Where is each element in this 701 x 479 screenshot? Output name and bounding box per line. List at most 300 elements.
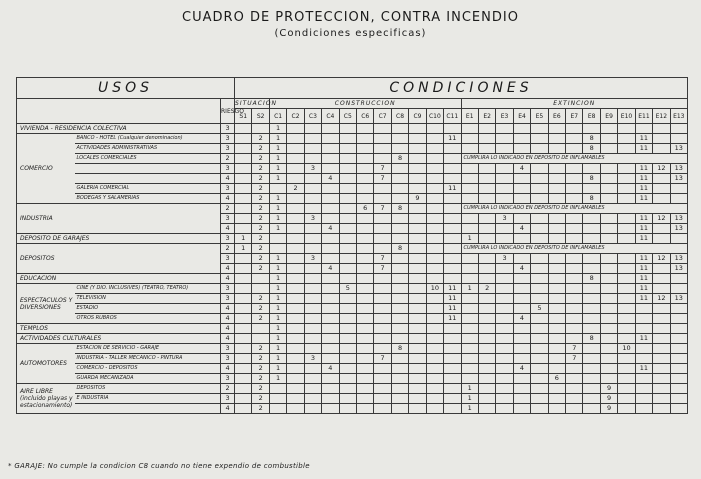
condition-code-c1: C1 bbox=[269, 109, 286, 124]
condition-cell-c2 bbox=[287, 244, 304, 254]
condition-cell-c3: 3 bbox=[304, 214, 321, 224]
condition-cell-c3 bbox=[304, 194, 321, 204]
condition-cell-e3 bbox=[496, 274, 513, 284]
condition-cell-s2: 2 bbox=[252, 214, 269, 224]
condition-cell-c7: 7 bbox=[374, 174, 391, 184]
condition-cell-c5 bbox=[339, 294, 356, 304]
condition-cell-c3 bbox=[304, 224, 321, 234]
condition-cell-c9 bbox=[409, 264, 426, 274]
condition-cell-c1: 1 bbox=[269, 214, 286, 224]
condition-cell-e7 bbox=[566, 124, 583, 134]
condition-cell-e4: 4 bbox=[513, 164, 530, 174]
condition-cell-e13 bbox=[670, 384, 687, 394]
condition-cell-e1: 1 bbox=[461, 284, 478, 294]
condition-cell-e1 bbox=[461, 164, 478, 174]
condition-cell-s1 bbox=[235, 224, 252, 234]
condition-cell-e4 bbox=[513, 144, 530, 154]
riesgo-cell: 4 bbox=[221, 334, 235, 344]
use-subtype: BANCO - HOTEL (Cualquier denominacion) bbox=[75, 134, 221, 144]
condition-cell-c10 bbox=[426, 334, 443, 344]
condition-cell-e4 bbox=[513, 404, 530, 414]
condition-cell-s1 bbox=[235, 174, 252, 184]
condition-cell-c1: 1 bbox=[269, 354, 286, 364]
condition-cell-e5 bbox=[531, 284, 548, 294]
condition-cell-e4: 4 bbox=[513, 364, 530, 374]
condition-cell-e9 bbox=[600, 234, 617, 244]
condition-cell-e8 bbox=[583, 124, 600, 134]
condition-cell-c6 bbox=[356, 254, 373, 264]
condition-cell-c5 bbox=[339, 124, 356, 134]
condition-cell-c11 bbox=[444, 144, 461, 154]
condition-cell-e1 bbox=[461, 184, 478, 194]
condition-cell-s1 bbox=[235, 214, 252, 224]
condition-cell-e3 bbox=[496, 354, 513, 364]
condition-cell-e1 bbox=[461, 304, 478, 314]
condition-cell-e2 bbox=[478, 394, 495, 404]
condition-cell-e10 bbox=[618, 364, 635, 374]
condition-code-c11: C11 bbox=[444, 109, 461, 124]
condition-cell-c6 bbox=[356, 354, 373, 364]
condition-cell-c3 bbox=[304, 334, 321, 344]
condition-cell-e11 bbox=[635, 384, 652, 394]
condition-cell-e5 bbox=[531, 274, 548, 284]
condition-cell-s2: 2 bbox=[252, 294, 269, 304]
condition-cell-c9 bbox=[409, 394, 426, 404]
condition-cell-e8 bbox=[583, 184, 600, 194]
condition-cell-c9 bbox=[409, 274, 426, 284]
condition-cell-c11: 11 bbox=[444, 134, 461, 144]
condition-cell-c7 bbox=[374, 224, 391, 234]
condition-cell-e1 bbox=[461, 324, 478, 334]
table-row bbox=[17, 184, 688, 194]
condition-cell-c7: 7 bbox=[374, 264, 391, 274]
condition-cell-c3 bbox=[304, 264, 321, 274]
condition-cell-c2 bbox=[287, 394, 304, 404]
condition-cell-e5: 5 bbox=[531, 304, 548, 314]
condition-cell-e4 bbox=[513, 294, 530, 304]
condition-cell-e3 bbox=[496, 324, 513, 334]
condition-cell-e5 bbox=[531, 254, 548, 264]
condition-cell-c5 bbox=[339, 384, 356, 394]
condition-cell-c1 bbox=[269, 184, 286, 194]
condition-cell-e9 bbox=[600, 224, 617, 234]
condition-cell-e9 bbox=[600, 134, 617, 144]
condition-cell-c3 bbox=[304, 144, 321, 154]
condition-cell-e7 bbox=[566, 404, 583, 414]
condition-cell-c9 bbox=[409, 324, 426, 334]
condition-cell-c7 bbox=[374, 154, 391, 164]
condition-cell-c10 bbox=[426, 184, 443, 194]
condition-cell-e6 bbox=[548, 164, 565, 174]
condition-cell-s1 bbox=[235, 204, 252, 214]
condition-cell-c6 bbox=[356, 304, 373, 314]
condition-cell-e2 bbox=[478, 364, 495, 374]
condition-cell-c4 bbox=[322, 184, 339, 194]
condition-cell-e12 bbox=[653, 304, 670, 314]
condition-cell-c6 bbox=[356, 224, 373, 234]
condition-code-c5: C5 bbox=[339, 109, 356, 124]
condition-cell-e10 bbox=[618, 194, 635, 204]
condition-cell-c11 bbox=[444, 254, 461, 264]
condition-cell-e12 bbox=[653, 334, 670, 344]
condition-cell-e13 bbox=[670, 234, 687, 244]
condition-cell-e2 bbox=[478, 234, 495, 244]
condition-code-e7: E7 bbox=[566, 109, 583, 124]
condition-code-s1: S1 bbox=[235, 109, 252, 124]
condition-cell-s1 bbox=[235, 354, 252, 364]
condition-cell-e11: 11 bbox=[635, 264, 652, 274]
condition-cell-e13: 13 bbox=[670, 224, 687, 234]
condition-cell-e2 bbox=[478, 334, 495, 344]
condition-cell-e5 bbox=[531, 354, 548, 364]
riesgo-cell: 2 bbox=[221, 244, 235, 254]
condition-cell-c7: 7 bbox=[374, 204, 391, 214]
row-note: CUMPLIRA LO INDICADO EN DEPOSITO DE INFLAMABLES bbox=[461, 204, 687, 214]
condition-cell-s1 bbox=[235, 134, 252, 144]
condition-cell-c1 bbox=[269, 244, 286, 254]
condition-cell-c2 bbox=[287, 174, 304, 184]
condition-cell-e3 bbox=[496, 144, 513, 154]
condition-cell-e8: 8 bbox=[583, 174, 600, 184]
condition-cell-e5 bbox=[531, 324, 548, 334]
condition-cell-c6 bbox=[356, 334, 373, 344]
condition-cell-c7: 7 bbox=[374, 164, 391, 174]
table-row bbox=[17, 174, 688, 184]
condition-cell-c1: 1 bbox=[269, 204, 286, 214]
condition-cell-e2 bbox=[478, 134, 495, 144]
condition-cell-c6 bbox=[356, 364, 373, 374]
table-row bbox=[17, 194, 688, 204]
table-row bbox=[17, 234, 688, 244]
condition-cell-e1: 1 bbox=[461, 384, 478, 394]
condition-cell-c8 bbox=[391, 314, 408, 324]
condition-cell-e4 bbox=[513, 194, 530, 204]
condition-cell-e10 bbox=[618, 274, 635, 284]
use-group: ESPECTACULOS Y DIVERSIONES bbox=[17, 284, 75, 324]
condition-cell-e7 bbox=[566, 364, 583, 374]
condition-cell-c8: 8 bbox=[391, 344, 408, 354]
table-row bbox=[17, 314, 688, 324]
condition-cell-c3 bbox=[304, 294, 321, 304]
condition-cell-e3 bbox=[496, 304, 513, 314]
condition-cell-e11: 11 bbox=[635, 194, 652, 204]
condition-cell-e5 bbox=[531, 124, 548, 134]
condition-cell-c10 bbox=[426, 374, 443, 384]
condition-cell-e6 bbox=[548, 404, 565, 414]
condition-code-c10: C10 bbox=[426, 109, 443, 124]
condition-cell-e6 bbox=[548, 254, 565, 264]
condition-cell-c4: 4 bbox=[322, 174, 339, 184]
use-group: ACTIVIDADES CULTURALES bbox=[17, 334, 221, 344]
condition-cell-c8 bbox=[391, 364, 408, 374]
condition-cell-e7 bbox=[566, 164, 583, 174]
condition-cell-c7 bbox=[374, 134, 391, 144]
condition-cell-e4: 4 bbox=[513, 314, 530, 324]
condition-cell-c1 bbox=[269, 234, 286, 244]
condition-cell-e13 bbox=[670, 304, 687, 314]
condition-cell-s1 bbox=[235, 384, 252, 394]
condition-cell-e7 bbox=[566, 384, 583, 394]
condition-code-e12: E12 bbox=[653, 109, 670, 124]
condition-cell-c11 bbox=[444, 264, 461, 274]
condition-cell-e1 bbox=[461, 174, 478, 184]
condition-cell-e1 bbox=[461, 274, 478, 284]
condition-cell-c3 bbox=[304, 234, 321, 244]
condition-cell-e3: 3 bbox=[496, 214, 513, 224]
condition-cell-c8 bbox=[391, 224, 408, 234]
riesgo-cell: 3 bbox=[221, 294, 235, 304]
condition-cell-e8: 8 bbox=[583, 134, 600, 144]
use-group: AIRE LIBRE (incluido playas y estacionamiento) bbox=[17, 384, 75, 414]
condition-cell-c1: 1 bbox=[269, 164, 286, 174]
condition-cell-e6 bbox=[548, 284, 565, 294]
condition-cell-e5 bbox=[531, 134, 548, 144]
riesgo-cell: 3 bbox=[221, 374, 235, 384]
condition-cell-e9 bbox=[600, 344, 617, 354]
condition-cell-e12: 12 bbox=[653, 164, 670, 174]
condition-cell-e11: 11 bbox=[635, 284, 652, 294]
condition-cell-c2 bbox=[287, 214, 304, 224]
condition-cell-e9 bbox=[600, 194, 617, 204]
condition-cell-e11: 11 bbox=[635, 164, 652, 174]
condition-cell-e4 bbox=[513, 304, 530, 314]
riesgo-cell: 4 bbox=[221, 194, 235, 204]
condition-cell-s1 bbox=[235, 284, 252, 294]
condition-cell-e13: 13 bbox=[670, 214, 687, 224]
condition-cell-c5 bbox=[339, 404, 356, 414]
condition-cell-e8 bbox=[583, 404, 600, 414]
condition-cell-c3 bbox=[304, 394, 321, 404]
condition-cell-c4 bbox=[322, 404, 339, 414]
condition-cell-e6 bbox=[548, 354, 565, 364]
condition-cell-e2 bbox=[478, 304, 495, 314]
riesgo-cell: 4 bbox=[221, 324, 235, 334]
condition-cell-c4 bbox=[322, 304, 339, 314]
condition-cell-e11 bbox=[635, 374, 652, 384]
table-row bbox=[17, 284, 688, 294]
condition-cell-c4 bbox=[322, 214, 339, 224]
condition-cell-e12 bbox=[653, 144, 670, 154]
condition-cell-c2 bbox=[287, 364, 304, 374]
condition-cell-c6 bbox=[356, 344, 373, 354]
condition-cell-c8 bbox=[391, 284, 408, 294]
condition-cell-c10 bbox=[426, 124, 443, 134]
use-subtype: COMERCIO - DEPOSITOS bbox=[75, 364, 221, 374]
condition-cell-e5 bbox=[531, 294, 548, 304]
condition-cell-e3 bbox=[496, 404, 513, 414]
use-group: DEPOSITOS bbox=[17, 244, 221, 274]
condition-cell-c4 bbox=[322, 384, 339, 394]
condition-cell-c4 bbox=[322, 334, 339, 344]
condition-cell-e12 bbox=[653, 184, 670, 194]
condition-cell-c6 bbox=[356, 234, 373, 244]
condition-cell-s1 bbox=[235, 344, 252, 354]
condition-cell-e7 bbox=[566, 254, 583, 264]
condition-cell-e3 bbox=[496, 314, 513, 324]
condition-cell-e6: 6 bbox=[548, 374, 565, 384]
condition-cell-c3 bbox=[304, 314, 321, 324]
condition-cell-e10: 10 bbox=[618, 344, 635, 354]
condition-cell-e7 bbox=[566, 324, 583, 334]
condition-cell-c1: 1 bbox=[269, 374, 286, 384]
condition-cell-e10 bbox=[618, 164, 635, 174]
condition-cell-e9 bbox=[600, 124, 617, 134]
condition-cell-c4 bbox=[322, 354, 339, 364]
condition-cell-e4 bbox=[513, 354, 530, 364]
table-row bbox=[17, 274, 688, 284]
condition-cell-c5 bbox=[339, 214, 356, 224]
condition-cell-c9 bbox=[409, 374, 426, 384]
condition-code-c4: C4 bbox=[322, 109, 339, 124]
use-group: VIVIENDA - RESIDENCIA COLECTIVA bbox=[17, 124, 221, 134]
condition-cell-c2 bbox=[287, 204, 304, 214]
condition-cell-c10 bbox=[426, 134, 443, 144]
riesgo-cell: 4 bbox=[221, 314, 235, 324]
condition-cell-c7 bbox=[374, 404, 391, 414]
condition-cell-s2: 2 bbox=[252, 354, 269, 364]
condition-cell-e10 bbox=[618, 224, 635, 234]
condition-cell-e6 bbox=[548, 304, 565, 314]
condition-cell-e10 bbox=[618, 234, 635, 244]
condition-cell-c8 bbox=[391, 354, 408, 364]
condition-cell-c9: 9 bbox=[409, 194, 426, 204]
use-subtype: BODEGAS Y SALAMERIAS bbox=[75, 194, 221, 204]
condition-cell-e10 bbox=[618, 404, 635, 414]
condition-cell-e10 bbox=[618, 144, 635, 154]
condition-cell-e13 bbox=[670, 364, 687, 374]
condition-cell-e13 bbox=[670, 344, 687, 354]
condition-cell-e10 bbox=[618, 174, 635, 184]
condition-cell-e6 bbox=[548, 344, 565, 354]
condition-cell-e2 bbox=[478, 294, 495, 304]
condition-cell-c9 bbox=[409, 174, 426, 184]
condition-cell-s2: 2 bbox=[252, 234, 269, 244]
condition-cell-e5 bbox=[531, 374, 548, 384]
condition-cell-e11: 11 bbox=[635, 214, 652, 224]
condition-cell-e1: 1 bbox=[461, 394, 478, 404]
condition-cell-c9 bbox=[409, 164, 426, 174]
condition-code-e10: E10 bbox=[618, 109, 635, 124]
condition-cell-e3 bbox=[496, 174, 513, 184]
condition-cell-c11 bbox=[444, 244, 461, 254]
table-row bbox=[17, 354, 688, 364]
condition-cell-c4 bbox=[322, 394, 339, 404]
condition-cell-s1 bbox=[235, 334, 252, 344]
condition-cell-c6 bbox=[356, 164, 373, 174]
condition-cell-c9 bbox=[409, 154, 426, 164]
condition-cell-c8 bbox=[391, 404, 408, 414]
condition-cell-s2: 2 bbox=[252, 254, 269, 264]
condition-cell-e6 bbox=[548, 144, 565, 154]
condition-cell-e4 bbox=[513, 254, 530, 264]
condition-cell-s2: 2 bbox=[252, 184, 269, 194]
condition-cell-e13 bbox=[670, 124, 687, 134]
condition-cell-e5 bbox=[531, 214, 548, 224]
document-title: CUADRO DE PROTECCION, CONTRA INCENDIO bbox=[182, 10, 519, 25]
condition-cell-e13: 13 bbox=[670, 264, 687, 274]
condition-cell-c8 bbox=[391, 394, 408, 404]
condition-cell-c5 bbox=[339, 304, 356, 314]
condition-cell-c1: 1 bbox=[269, 274, 286, 284]
condition-cell-e6 bbox=[548, 394, 565, 404]
condition-cell-c5 bbox=[339, 274, 356, 284]
condition-code-c2: C2 bbox=[287, 109, 304, 124]
condition-cell-e11: 11 bbox=[635, 224, 652, 234]
condition-cell-c11 bbox=[444, 224, 461, 234]
table-row bbox=[17, 164, 688, 174]
condition-cell-c5 bbox=[339, 364, 356, 374]
condition-cell-e6 bbox=[548, 224, 565, 234]
condition-cell-e5 bbox=[531, 404, 548, 414]
condition-cell-e2 bbox=[478, 164, 495, 174]
condition-cell-e12 bbox=[653, 194, 670, 204]
condition-cell-c6 bbox=[356, 174, 373, 184]
condition-cell-c10 bbox=[426, 304, 443, 314]
condition-cell-c2 bbox=[287, 354, 304, 364]
condition-cell-e3 bbox=[496, 364, 513, 374]
condition-cell-e12 bbox=[653, 124, 670, 134]
condition-cell-c4: 4 bbox=[322, 224, 339, 234]
riesgo-cell: 3 bbox=[221, 134, 235, 144]
condition-cell-e8 bbox=[583, 264, 600, 274]
condition-cell-c10 bbox=[426, 294, 443, 304]
condition-cell-c7 bbox=[374, 124, 391, 134]
condition-cell-c5 bbox=[339, 324, 356, 334]
condition-cell-c1: 1 bbox=[269, 254, 286, 264]
condition-cell-c10 bbox=[426, 394, 443, 404]
riesgo-cell: 4 bbox=[221, 304, 235, 314]
condition-cell-c11 bbox=[444, 334, 461, 344]
condition-cell-e3 bbox=[496, 234, 513, 244]
condition-cell-e11 bbox=[635, 394, 652, 404]
use-group: EDUCACION bbox=[17, 274, 221, 284]
condition-cell-e12 bbox=[653, 374, 670, 384]
footnote: * GARAJE: No cumple la condicion C8 cuando no tiene expendio de combustible bbox=[8, 462, 310, 470]
table-row bbox=[17, 394, 688, 404]
use-subtype: ACTIVIDADES ADMINISTRATIVAS bbox=[75, 144, 221, 154]
condition-cell-c3 bbox=[304, 204, 321, 214]
condition-cell-c6 bbox=[356, 194, 373, 204]
condition-cell-e7 bbox=[566, 224, 583, 234]
condition-cell-c7 bbox=[374, 324, 391, 334]
use-subtype: TELEVISION bbox=[75, 294, 221, 304]
condition-cell-c11: 11 bbox=[444, 304, 461, 314]
use-subtype: LOCALES COMERCIALES bbox=[75, 154, 221, 164]
condition-cell-c7 bbox=[374, 314, 391, 324]
condition-code-c7: C7 bbox=[374, 109, 391, 124]
condition-cell-e3 bbox=[496, 334, 513, 344]
condition-cell-e12 bbox=[653, 224, 670, 234]
condition-code-c6: C6 bbox=[356, 109, 373, 124]
condition-cell-e3 bbox=[496, 164, 513, 174]
condition-cell-e9: 9 bbox=[600, 394, 617, 404]
condition-cell-s2 bbox=[252, 124, 269, 134]
condition-cell-c4 bbox=[322, 294, 339, 304]
condiciones-header: CONDICIONES bbox=[235, 78, 688, 99]
condition-cell-e4 bbox=[513, 284, 530, 294]
condition-cell-e9 bbox=[600, 264, 617, 274]
condition-cell-e9 bbox=[600, 364, 617, 374]
condition-cell-s2: 2 bbox=[252, 264, 269, 274]
condition-cell-c6 bbox=[356, 274, 373, 284]
condition-cell-c5 bbox=[339, 174, 356, 184]
condition-cell-s1 bbox=[235, 304, 252, 314]
condition-cell-c5 bbox=[339, 264, 356, 274]
condition-cell-e1 bbox=[461, 124, 478, 134]
use-subtype: DEPOSITOS bbox=[75, 384, 221, 394]
condition-cell-e9 bbox=[600, 164, 617, 174]
condition-cell-e10 bbox=[618, 374, 635, 384]
